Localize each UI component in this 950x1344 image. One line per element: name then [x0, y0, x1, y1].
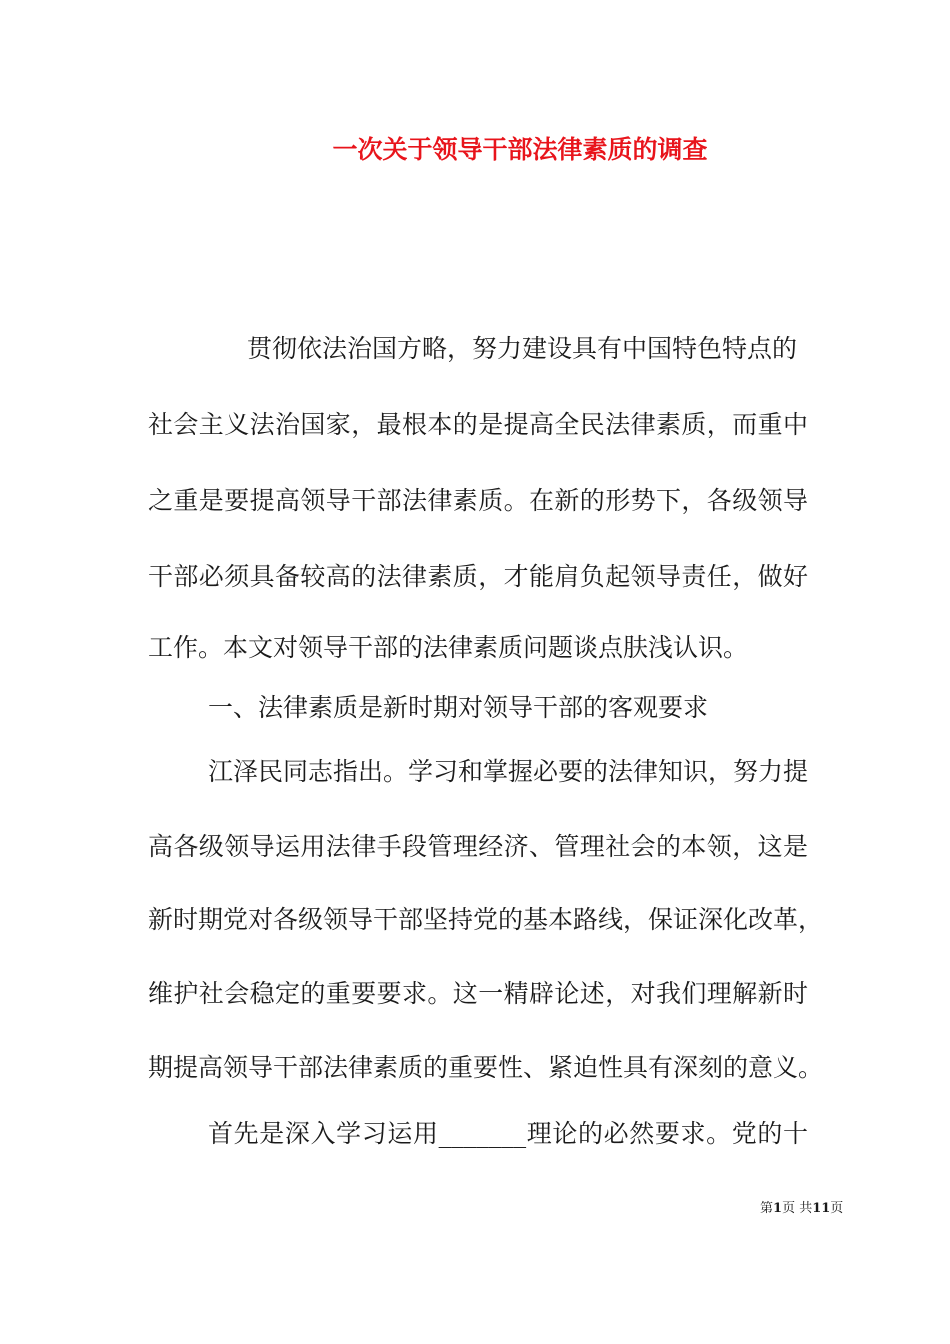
text-line-7: 江泽民同志指出。学习和掌握必要的法律知识，努力提: [208, 757, 809, 786]
text-line-4: 干部必须具备较高的法律素质，才能肩负起领导责任，做好: [148, 562, 808, 591]
text-line-1: 贯彻依法治国方略，努力建设具有中国特色特点的: [247, 334, 798, 363]
footer-prefix: 第: [760, 1201, 774, 1216]
text-line-8: 高各级领导运用法律手段管理经济、管理社会的本领，这是: [148, 832, 808, 861]
footer-suffix: 页: [830, 1201, 844, 1216]
text-line-10: 维护社会稳定的重要要求。这一精辟论述，对我们理解新时: [148, 979, 808, 1008]
text-line-5: 工作。本文对领导干部的法律素质问题谈点肤浅认识。: [148, 633, 749, 662]
document-title: 一次关于领导干部法律素质的调查: [332, 135, 708, 164]
text-line-3: 之重是要提高领导干部法律素质。在新的形势下，各级领导: [148, 486, 808, 515]
text-line-9: 新时期党对各级领导干部坚持党的基本路线，保证深化改革，: [148, 905, 824, 934]
footer-current-page: 1: [773, 1201, 783, 1216]
text-line-12: 首先是深入学习运用_______理论的必然要求。党的十: [208, 1119, 808, 1148]
footer-total-pages: 11: [812, 1201, 831, 1216]
footer-middle: 页 共: [782, 1201, 813, 1216]
page-footer: [0, 1200, 950, 1218]
text-line-2: 社会主义法治国家，最根本的是提高全民法律素质，而重中: [148, 410, 808, 439]
section-heading-1: 一、法律素质是新时期对领导干部的客观要求: [208, 693, 709, 722]
text-line-11: 期提高领导干部法律素质的重要性、紧迫性具有深刻的意义。: [148, 1053, 824, 1082]
